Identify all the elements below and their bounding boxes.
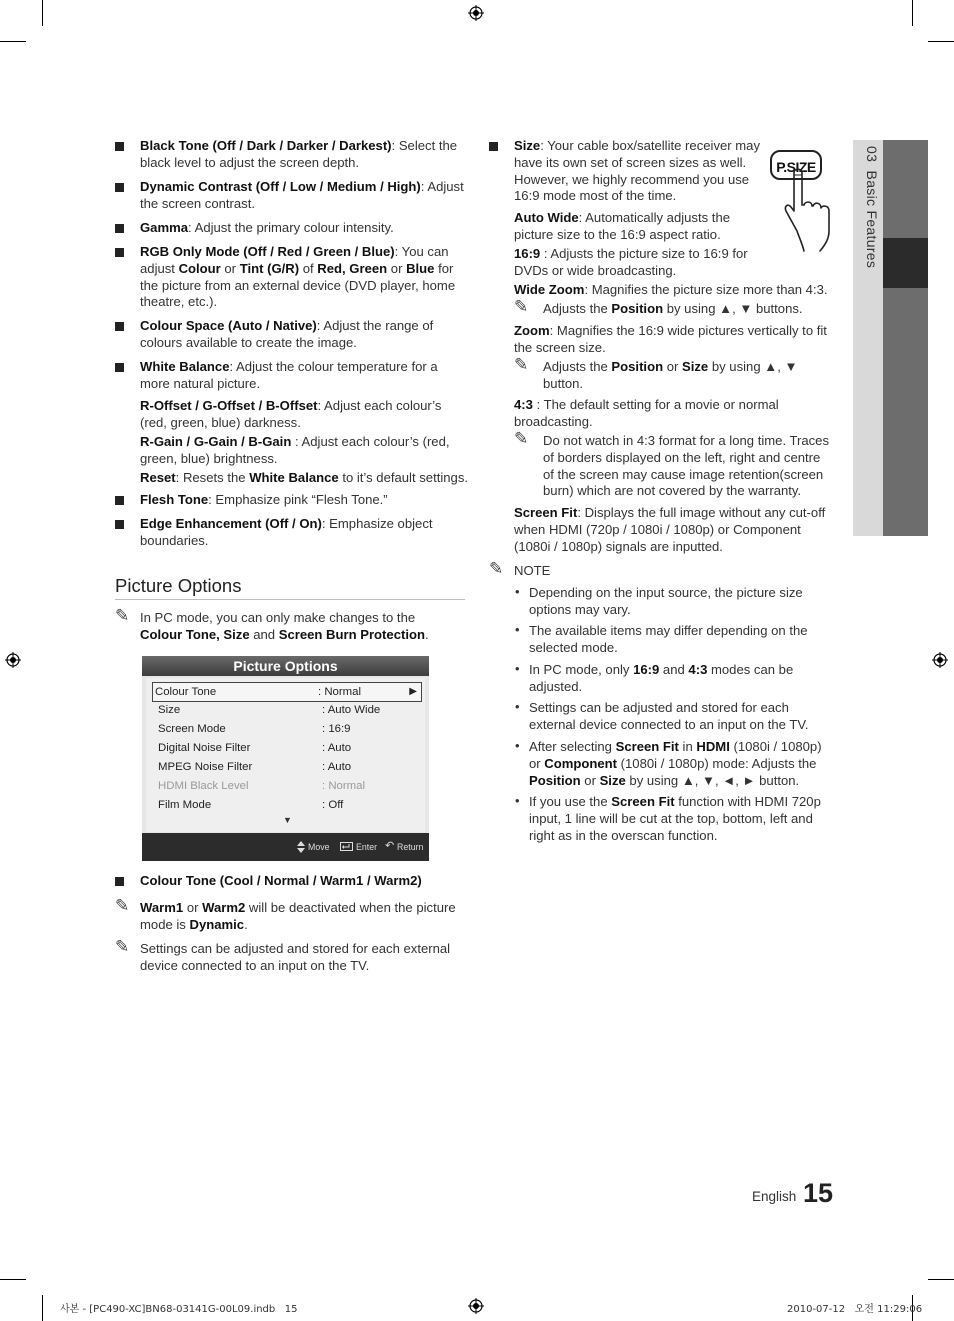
wide-zoom-item: Wide Zoom: Magnifies the picture size more than 4:3. <box>514 282 828 297</box>
sidebar-block <box>883 140 928 238</box>
note-item: Depending on the input source, the picture size options may vary. <box>529 585 803 617</box>
return-label: Return <box>397 842 424 852</box>
crop-mark <box>912 0 913 26</box>
square-bullet-icon <box>115 248 124 257</box>
dynamic-contrast-item: Dynamic Contrast (Off / Low / Medium / High): Adjust the screen contrast. <box>140 179 464 211</box>
settings-note: Settings can be adjusted and stored for each external device connected to an input on the TV. <box>140 941 451 973</box>
note-pencil-icon: ✎ <box>514 429 529 449</box>
pointing-hand-icon <box>784 165 840 253</box>
scroll-down-arrow-icon[interactable]: ▼ <box>283 815 292 825</box>
crop-mark <box>42 1295 43 1321</box>
osd-row-size[interactable]: Size : Auto Wide <box>158 704 381 716</box>
square-bullet-icon <box>489 142 498 151</box>
colour-space-item: Colour Space (Auto / Native): Adjust the range of colours available to create the image. <box>140 318 434 350</box>
osd-menu-list <box>146 678 425 832</box>
note-pencil-icon: ✎ <box>115 896 130 916</box>
size-item: Size: Your cable box/satellite receiver may have its own set of screen sizes as well. However, we highly recommend you use 16:9 mode most of the time. <box>514 138 761 204</box>
registration-mark-icon <box>468 1298 484 1314</box>
square-bullet-icon <box>115 183 124 192</box>
move-label: Move <box>308 842 330 852</box>
return-icon: ↶ <box>385 839 395 852</box>
sidebar-block-active <box>883 238 928 288</box>
square-bullet-icon <box>115 142 124 151</box>
screen-fit-item: Screen Fit: Displays the full image without any cut-off when HDMI (720p / 1080i / 1080p) or Component (1080i / 1080p) signals are inputted. <box>514 505 826 554</box>
note-pencil-icon: ✎ <box>115 937 130 957</box>
ratio-4-3-item: 4:3 : The default setting for a movie or normal broadcasting. <box>514 397 779 429</box>
zoom-item: Zoom: Magnifies the 16:9 wide pictures vertically to fit the screen size. <box>514 323 827 355</box>
white-balance-gain: R-Gain / G-Gain / B-Gain : Adjust each colour’s (red, green, blue) brightness. <box>140 434 450 466</box>
enter-label: Enter <box>356 842 378 852</box>
chapter-label: 03 Basic Features <box>864 146 880 269</box>
flesh-tone-item: Flesh Tone: Emphasize pink “Flesh Tone.” <box>140 492 388 507</box>
dot-bullet-icon: • <box>515 622 520 637</box>
square-bullet-icon <box>115 322 124 331</box>
print-slug-right: 2010-07-12 오전 11:29:06 <box>787 1304 923 1315</box>
pc-mode-note: In PC mode, you can only make changes to the Colour Tone, Size and Screen Burn Protection. <box>140 610 429 642</box>
print-slug-left: 사본 - [PC490-XC]BN68-03141G-00L09.indb 15 <box>60 1304 298 1315</box>
note-title: NOTE <box>514 563 551 578</box>
note-pencil-icon: ✎ <box>489 559 504 579</box>
osd-footer <box>142 833 429 861</box>
osd-row-film-mode[interactable]: Film Mode : Off <box>158 799 344 811</box>
white-balance-item: White Balance: Adjust the colour temperature for a more natural picture. <box>140 359 438 391</box>
square-bullet-icon <box>115 520 124 529</box>
section-divider <box>115 599 465 600</box>
square-bullet-icon <box>115 363 124 372</box>
dot-bullet-icon: • <box>515 584 520 599</box>
note-item: If you use the Screen Fit function with HDMI 720p input, 1 line will be cut at the top, bottom, left and right as in the overscan function. <box>529 794 821 843</box>
square-bullet-icon <box>115 224 124 233</box>
auto-wide-item: Auto Wide: Automatically adjusts the picture size to the 16:9 aspect ratio. <box>514 210 731 242</box>
note-pencil-icon: ✎ <box>115 606 130 626</box>
square-bullet-icon <box>115 496 124 505</box>
registration-mark-icon <box>468 5 484 21</box>
osd-row-mpeg-noise-filter[interactable]: MPEG Noise Filter : Auto <box>158 761 352 773</box>
sidebar-block <box>883 288 928 536</box>
note-pencil-icon: ✎ <box>514 355 529 375</box>
registration-mark-icon <box>5 652 21 668</box>
edge-enhancement-item: Edge Enhancement (Off / On): Emphasize object boundaries. <box>140 516 433 548</box>
picture-options-osd-menu <box>142 656 429 861</box>
dot-bullet-icon: • <box>515 793 520 808</box>
ratio-4-3-note: Do not watch in 4:3 format for a long time. Traces of borders displayed on the left, right and centre of the screen may cause image retention(screen burn) which are not covered by the warranty. <box>543 433 830 499</box>
white-balance-reset: Reset: Resets the White Balance to it’s default settings. <box>140 470 469 485</box>
crop-mark <box>0 1279 26 1280</box>
crop-mark <box>928 1279 954 1280</box>
wide-zoom-note: Adjusts the Position by using ▲, ▼ buttons. <box>543 301 803 316</box>
note-item: The available items may differ depending on the selected mode. <box>529 623 808 655</box>
crop-mark <box>0 41 26 42</box>
move-updown-icon <box>297 841 305 853</box>
zoom-note: Adjusts the Position or Size by using ▲, ▼ button. <box>543 359 798 391</box>
osd-row-digital-noise-filter[interactable]: Digital Noise Filter : Auto <box>158 742 352 754</box>
note-item: In PC mode, only 16:9 and 4:3 modes can be adjusted. <box>529 662 794 694</box>
registration-mark-icon <box>932 652 948 668</box>
item-title: Black Tone (Off / Dark / Darker / Darkest) <box>140 138 392 153</box>
ratio-16-9-item: 16:9 : Adjusts the picture size to 16:9 for DVDs or wide broadcasting. <box>514 246 748 278</box>
osd-row-hdmi-black-level: HDMI Black Level : Normal <box>158 780 366 792</box>
osd-row-screen-mode[interactable]: Screen Mode : 16:9 <box>158 723 351 735</box>
enter-icon <box>340 842 353 851</box>
note-item: After selecting Screen Fit in HDMI (1080i / 1080p) or Component (1080i / 1080p) mode: Adjusts the Position or Size by using ▲, ▼, ◄, ► button. <box>529 739 822 788</box>
black-tone-item: Black Tone (Off / Dark / Darker / Darkest): Select the black level to adjust the screen depth. <box>140 138 458 170</box>
colour-tone-item: Colour Tone (Cool / Normal / Warm1 / Warm2) <box>140 873 422 888</box>
page-number: 15 <box>803 1178 834 1208</box>
crop-mark <box>42 0 43 26</box>
crop-mark <box>928 41 954 42</box>
note-item: Settings can be adjusted and stored for each external device connected to an input on the TV. <box>529 700 809 732</box>
rgb-only-mode-item: RGB Only Mode (Off / Red / Green / Blue): You can adjust Colour or Tint (G/R) of Red, Green or Blue for the picture from an external device (DVD player, home theatre, etc.). <box>140 244 456 310</box>
right-arrow-icon: ▶ <box>409 686 417 697</box>
osd-title: Picture Options <box>142 656 429 676</box>
psize-remote-button: P.SIZE <box>770 150 822 180</box>
gamma-item: Gamma: Adjust the primary colour intensity. <box>140 220 394 235</box>
dot-bullet-icon: • <box>515 661 520 676</box>
osd-row-colour-tone[interactable]: Colour Tone : Normal ▶ <box>152 682 422 702</box>
dot-bullet-icon: • <box>515 699 520 714</box>
square-bullet-icon <box>115 877 124 886</box>
note-pencil-icon: ✎ <box>514 297 529 317</box>
footer-language: English <box>752 1189 797 1204</box>
white-balance-offset: R-Offset / G-Offset / B-Offset: Adjust each colour’s (red, green, blue) darkness. <box>140 398 442 430</box>
warm-note: Warm1 or Warm2 will be deactivated when the picture mode is Dynamic. <box>140 900 456 932</box>
section-title: Picture Options <box>115 575 242 596</box>
dot-bullet-icon: • <box>515 738 520 753</box>
